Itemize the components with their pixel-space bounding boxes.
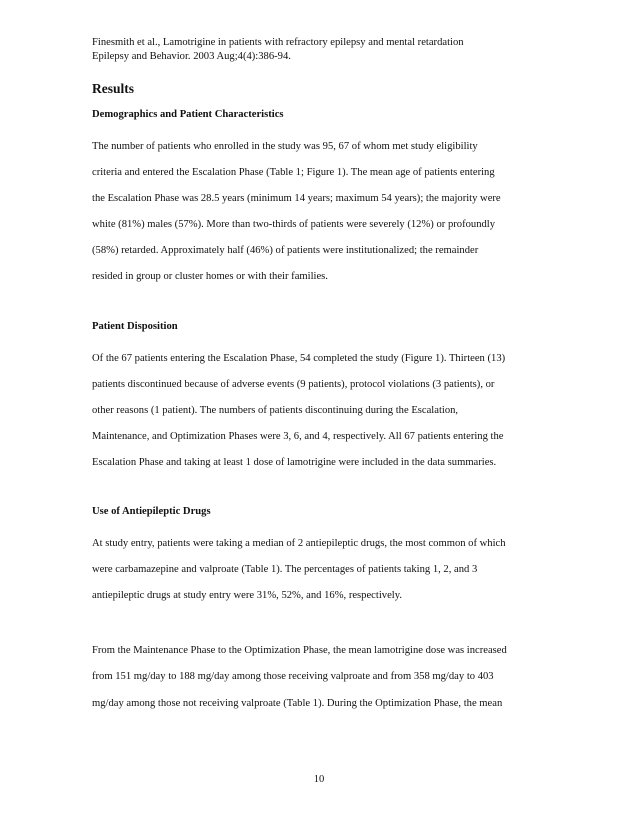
section-demographics bbox=[92, 108, 554, 291]
paragraph-line: Escalation Phase and taking at least 1 dose of lamotrigine were included in the data summaries. bbox=[92, 456, 497, 468]
paragraph-line: mg/day among those not receiving valproate (Table 1). During the Optimization Phase, the mean bbox=[92, 697, 503, 709]
section-patient-disposition bbox=[92, 320, 554, 476]
paragraph-line: criteria and entered the Escalation Phase (Table 1; Figure 1). The mean age of patients entering bbox=[92, 167, 495, 179]
citation-line-1: Finesmith et al., Lamotrigine in patients with refractory epilepsy and mental retardation bbox=[92, 37, 464, 48]
section-heading: Demographics and Patient Characteristics bbox=[92, 109, 284, 120]
paragraph-dose-changes bbox=[92, 638, 554, 716]
paragraph-line: white (81%) males (57%). More than two-thirds of patients were severely (12%) or profoundly bbox=[92, 219, 496, 231]
paragraph-line: The number of patients who enrolled in the study was 95, 67 of whom met study eligibility bbox=[92, 141, 478, 152]
paragraph-line: were carbamazepine and valproate (Table 1). The percentages of patients taking 1, 2, and 3 bbox=[92, 564, 478, 576]
section-antiepileptic-drugs bbox=[92, 505, 554, 609]
paragraph-line: Of the 67 patients entering the Escalation Phase, 54 completed the study (Figure 1). Thirteen (13) bbox=[92, 352, 506, 364]
paragraph-line: the Escalation Phase was 28.5 years (minimum 14 years; maximum 54 years); the majority were bbox=[92, 193, 501, 205]
paragraph-line: patients discontinued because of adverse events (9 patients), protocol violations (3 patients), or bbox=[92, 378, 495, 390]
document-page bbox=[92, 36, 554, 717]
page-number: 10 bbox=[313, 774, 325, 785]
section-title: Results bbox=[92, 81, 135, 96]
paragraph-line: antiepileptic drugs at study entry were 31%, 52%, and 16%, respectively. bbox=[92, 590, 402, 602]
section-heading: Patient Disposition bbox=[92, 320, 178, 332]
citation-line-2: Epilepsy and Behavior. 2003 Aug;4(4):386-94. bbox=[92, 51, 291, 62]
paragraph-line: from 151 mg/day to 188 mg/day among those receiving valproate and from 358 mg/day to 403 bbox=[92, 671, 494, 683]
paragraph-line: Maintenance, and Optimization Phases were 3, 6, and 4, respectively. All 67 patients entering the bbox=[92, 430, 504, 442]
paragraph-line: At study entry, patients were taking a median of 2 antiepileptic drugs, the most common of which bbox=[92, 538, 506, 550]
paragraph-line: resided in group or cluster homes or with their families. bbox=[92, 271, 328, 283]
paragraph-line: (58%) retarded. Approximately half (46%) of patients were institutionalized; the remainder bbox=[92, 245, 479, 257]
paragraph-line: From the Maintenance Phase to the Optimization Phase, the mean lamotrigine dose was increased bbox=[92, 645, 507, 657]
paragraph-line: other reasons (1 patient). The numbers of patients discontinuing during the Escalation, bbox=[92, 404, 459, 416]
section-heading: Use of Antiepileptic Drugs bbox=[92, 506, 211, 518]
